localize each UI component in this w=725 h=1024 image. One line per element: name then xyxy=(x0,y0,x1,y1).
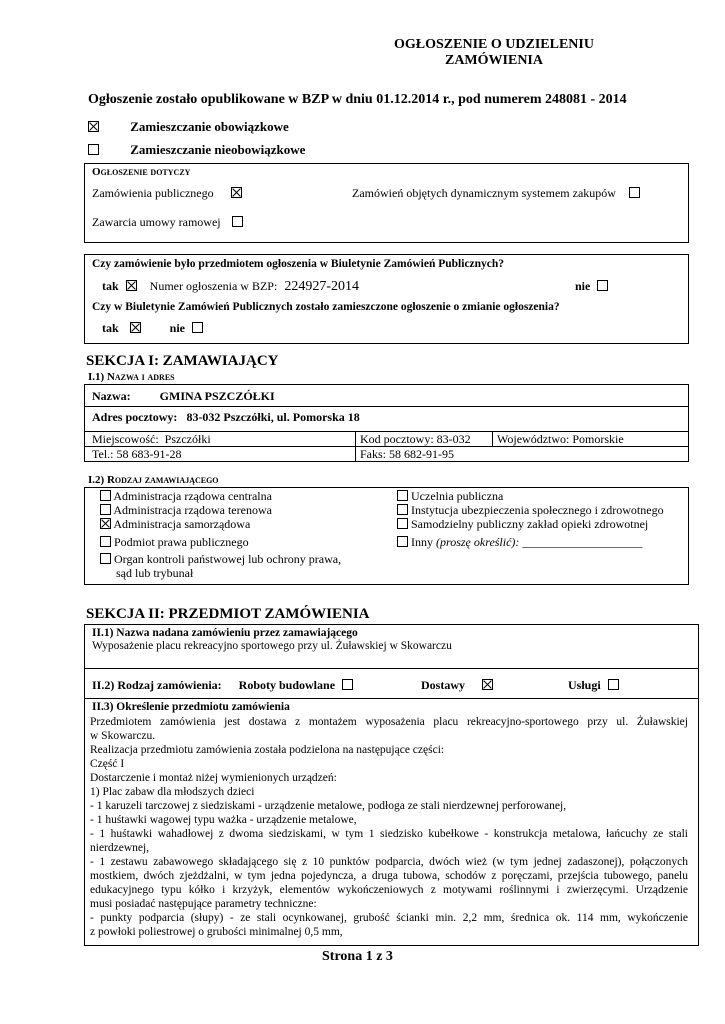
desc-line: musi posiadać następujące parametry techniczne: xyxy=(90,898,317,910)
checkbox-optional[interactable] xyxy=(88,144,99,155)
desc-line: 1) Plac zabaw dla młodszych dzieci xyxy=(90,786,255,798)
bzp-number-value: 224927-2014 xyxy=(284,279,359,294)
type-insurance: Instytucja ubezpieczenia społecznego i zdrowotnego xyxy=(397,503,664,517)
services-label: Usługi xyxy=(568,678,601,692)
checkbox-state-control[interactable] xyxy=(100,553,111,564)
checkbox-works[interactable] xyxy=(342,679,353,690)
change-yes-label: tak xyxy=(102,321,119,335)
section-2-title: SEKCJA II: PRZEDMIOT ZAMÓWIENIA xyxy=(86,606,370,622)
ii2-label: II.2) Rodzaj zamówienia: xyxy=(92,678,222,692)
checkbox-central-admin[interactable] xyxy=(100,490,111,501)
framework-label: Zawarcia umowy ramowej xyxy=(92,215,221,229)
document-title: OGŁOSZENIE O UDZIELENIU xyxy=(394,37,594,52)
section-1-2-heading: I.2) Rodzaj zamawiającego xyxy=(88,474,219,486)
works-label: Roboty budowlane xyxy=(238,678,336,692)
checkbox-dynamic-system[interactable] xyxy=(629,187,640,198)
desc-line: Część I xyxy=(90,758,125,770)
type-other: Inny (proszę określić): ____________________ xyxy=(397,535,664,549)
name-value: GMINA PSZCZÓŁKI xyxy=(159,389,275,403)
checkbox-regional-admin[interactable] xyxy=(100,504,111,515)
ii1-label: II.1) Nazwa nadana zamówieniu przez zamawiającego xyxy=(92,627,358,639)
postcode-cell: Kod pocztowy: 83-032 xyxy=(360,432,471,446)
placement-mandatory: Zamieszczanie obowiązkowe xyxy=(88,119,289,135)
publication-info: Ogłoszenie zostało opublikowane w BZP w dniu 01.12.2014 r., pod numerem 248081 - 2014 xyxy=(88,92,627,107)
desc-line: - 1 huśtawki wahadłowej z dwoma siedziskami, w tym 1 siedzisko kubełkowe - konstrukcja metalowa, łańcuchy ze stali xyxy=(90,828,688,840)
desc-line: nierdzewnej, xyxy=(90,842,150,854)
type-public-law: Podmiot prawa publicznego xyxy=(100,535,341,549)
address-value: 83-032 Pszczółki, ul. Pomorska 18 xyxy=(186,410,360,424)
page-number: Strona 1 z 3 xyxy=(322,949,393,964)
ii1-value: Wyposażenie placu rekreacyjno sportowego przy ul. Żuławskiej w Skowarczu xyxy=(92,640,452,652)
checkbox-other[interactable] xyxy=(397,536,408,547)
desc-line: mostkiem, dwóch zjeżdżalni, w tym jedna pojedyncza, a druga tubowa, schodów z poręczami, przejścia tubowego, panelu xyxy=(90,870,688,882)
desc-line: w Skowarczu. xyxy=(90,730,156,742)
checkbox-local-admin[interactable] xyxy=(100,518,111,529)
desc-line: - 1 zestawu zabawowego składającego się z 10 punktów podparcia, dwóch wież (w tym jednej zadaszonej), połączonych xyxy=(90,856,688,868)
supplies-label: Dostawy xyxy=(421,678,465,692)
desc-line: Dostarczenie i montaż niżej wymienionych urządzeń: xyxy=(90,772,337,784)
dynamic-system-label: Zamówień objętych dynamicznym systemem zakupów xyxy=(352,186,616,200)
checkbox-public-law[interactable] xyxy=(100,536,111,547)
type-local-admin: Administracja samorządowa xyxy=(100,517,341,531)
desc-line: edukacyjnego typu kółko i krzyżyk, elementów wykończeniowych z motywami roślinnymi i zwierzęcymi. Urządzenie xyxy=(90,884,688,896)
ii3-label: II.3) Określenie przedmiotu zamówienia xyxy=(92,701,290,713)
type-state-control: Organ kontroli państwowej lub ochrony prawa, xyxy=(100,552,341,566)
placement-optional: Zamieszczanie nieobowiązkowe xyxy=(88,142,305,158)
document-title-line2: ZAMÓWIENIA xyxy=(444,53,543,68)
change-no-label: nie xyxy=(169,321,186,335)
bzp-question-2: Czy w Biuletynie Zamówień Publicznych zostało zamieszczone ogłoszenie o zmianie ogłoszenia? xyxy=(92,301,560,313)
type-court: sąd lub trybunał xyxy=(116,566,194,580)
type-central-admin: Administracja rządowa centralna xyxy=(100,489,341,503)
checkbox-public-contract[interactable] xyxy=(231,187,242,198)
type-university: Uczelnia publiczna xyxy=(397,489,664,503)
desc-line: - punkty podparcia (słupy) - ze stali ocynkowanej, grubość ścianki min. 2,2 mm, średnica ok. 114 mm, wykończenie xyxy=(90,912,688,924)
checkbox-supplies[interactable] xyxy=(482,679,493,690)
checkbox-change-no[interactable] xyxy=(192,322,203,333)
bzp-question-1: Czy zamówienie było przedmiotem ogłoszenia w Biuletynie Zamówień Publicznych? xyxy=(92,258,505,270)
voivodeship-cell: Województwo: Pomorskie xyxy=(497,432,624,446)
desc-line: Przedmiotem zamówienia jest dostawa z montażem wyposażenia placu rekreacyjno-sportowego przy ul. Żuławskiej xyxy=(90,716,688,728)
checkbox-mandatory[interactable] xyxy=(88,121,99,132)
desc-line: - 1 huśtawki wagowej typu ważka - urządzenie metalowe, xyxy=(90,814,357,826)
other-specify-line[interactable]: ____________________ xyxy=(519,535,643,549)
checkbox-university[interactable] xyxy=(397,490,408,501)
bzp-yes-label: tak xyxy=(102,279,119,293)
section-1-title: SEKCJA I: ZAMAWIAJĄCY xyxy=(86,353,279,369)
desc-line: Realizacja przedmiotu zamówienia została podzielona na następujące części: xyxy=(90,744,445,756)
checkbox-bzp-no[interactable] xyxy=(597,280,608,291)
checkbox-framework[interactable] xyxy=(232,216,243,227)
concerns-heading: Ogłoszenie dotyczy xyxy=(92,166,191,178)
fax-cell: Faks: 58 682-91-95 xyxy=(360,447,454,461)
checkbox-healthcare[interactable] xyxy=(397,518,408,529)
desc-line: z powłoki poliestrowej o grubości minimalnej 0,5 mm, xyxy=(90,926,343,938)
checkbox-change-yes[interactable] xyxy=(130,322,141,333)
checkbox-insurance[interactable] xyxy=(397,504,408,515)
city-cell: Miejscowość: Pszczółki xyxy=(92,432,211,446)
checkbox-services[interactable] xyxy=(608,679,619,690)
bzp-no-label: nie xyxy=(575,279,591,293)
public-contract-label: Zamówienia publicznego xyxy=(92,186,214,200)
type-regional-admin: Administracja rządowa terenowa xyxy=(100,503,341,517)
type-healthcare: Samodzielny publiczny zakład opieki zdrowotnej xyxy=(397,517,664,531)
desc-line: - 1 karuzeli tarczowej z siedziskami - urządzenie metalowe, podłoga ze stali nierdzewnej perforowanej, xyxy=(90,800,567,812)
section-1-1-heading: I.1) Nazwa i adres xyxy=(88,371,175,383)
bzp-number-label: Numer ogłoszenia w BZP: xyxy=(149,279,278,293)
phone-cell: Tel.: 58 683-91-28 xyxy=(92,447,182,461)
checkbox-bzp-yes[interactable] xyxy=(126,280,137,291)
name-label: Nazwa: xyxy=(92,389,131,403)
address-label: Adres pocztowy: xyxy=(92,410,178,424)
